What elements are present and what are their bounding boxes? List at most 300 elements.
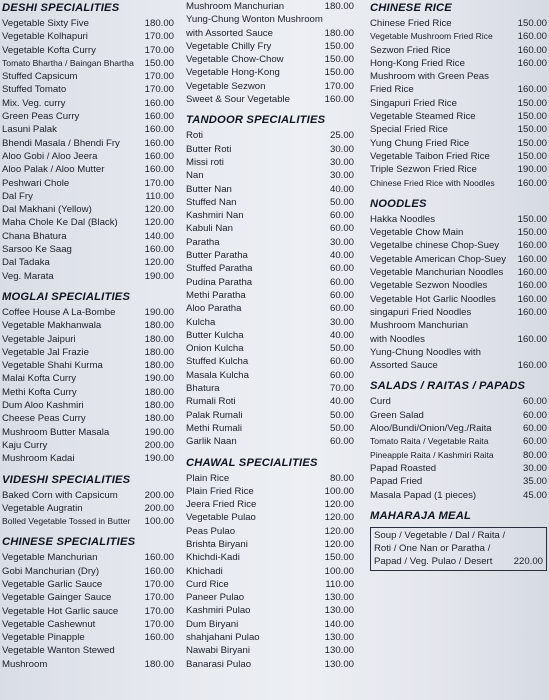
menu-item-price: 180.00 [144, 333, 174, 345]
menu-item-price: 170.00 [144, 31, 174, 43]
menu-item-price: 150.00 [517, 111, 547, 123]
menu-item-price: 190.00 [144, 453, 174, 465]
menu-item-price: 150.00 [517, 18, 547, 29]
menu-item-name: Banarasi Pulao [186, 658, 252, 670]
menu-item-price: 180.00 [144, 346, 174, 358]
menu-item [186, 289, 354, 302]
menu-item [186, 27, 354, 40]
menu-item-price: 100.00 [144, 516, 174, 528]
menu-item-name: Sweet & Sour Vegetable [186, 94, 291, 106]
menu-item-name: Lasuni Palak [2, 124, 57, 136]
menu-item [2, 359, 174, 372]
menu-item [186, 631, 354, 644]
menu-item-price: 50.00 [329, 343, 354, 355]
menu-item [2, 333, 174, 346]
menu-item-price: 170.00 [144, 71, 174, 83]
menu-item-price: 40.00 [329, 250, 354, 262]
menu-item-price: 120.00 [324, 538, 354, 550]
menu-item-name: Vegetable Chow Main [370, 227, 464, 239]
menu-item-price: 180.00 [144, 386, 174, 398]
menu-item-name: Green Salad [370, 409, 424, 421]
section-title-noodles: NOODLES [370, 197, 427, 210]
menu-item [186, 591, 354, 604]
menu-item-name: Methi Rumali [186, 422, 242, 434]
menu-item-price: 140.00 [324, 618, 354, 630]
menu-item [370, 409, 547, 422]
menu-item-name: Dum Aloo Kashmiri [2, 400, 84, 412]
menu-item-name: Hong-Kong Fried Rice [370, 57, 465, 69]
menu-item-name: Vegetable Sezwon [186, 80, 266, 92]
menu-item [2, 30, 174, 43]
menu-item [370, 489, 547, 502]
menu-item [370, 253, 547, 266]
menu-item-price: 190.00 [517, 164, 547, 176]
menu-item-name: Vegetable Chow-Chow [186, 54, 284, 66]
menu-item-name: Sarsoo Ke Saag [2, 244, 72, 256]
menu-item-price: 160.00 [517, 267, 547, 279]
menu-item [370, 293, 547, 306]
menu-item-price: 40.00 [329, 396, 354, 408]
menu-item-name: Mushroom Manchurian [186, 1, 285, 12]
menu-item-price: 160.00 [517, 44, 547, 56]
menu-item [186, 209, 354, 222]
menu-item-price: 160.00 [517, 360, 547, 372]
menu-item-name: Vegetable Wanton Stewed [2, 645, 115, 657]
menu-item [186, 183, 354, 196]
menu-item-name: Dal Fry [2, 190, 33, 202]
menu-item-price: 160.00 [144, 565, 174, 577]
menu-item-price: 130.00 [324, 645, 354, 657]
menu-item-price: 50.00 [329, 409, 354, 421]
menu-item-name: Rumali Roti [186, 396, 236, 408]
menu-item-name: Bhendi Masala / Bhendi Fry [2, 137, 120, 149]
menu-item [2, 256, 174, 269]
menu-item-name: Paratha [186, 236, 220, 248]
menu-item-price: 170.00 [144, 605, 174, 617]
menu-item-price: 170.00 [144, 592, 174, 604]
menu-item [186, 143, 354, 156]
menu-item [370, 44, 547, 57]
menu-item-price: 150.00 [324, 67, 354, 79]
menu-item-price: 150.00 [517, 213, 547, 225]
menu-item-price: 160.00 [144, 552, 174, 564]
section-title-maharaja: MAHARAJA MEAL [370, 509, 472, 522]
menu-item-price: 80.00 [329, 472, 354, 484]
menu-item [186, 222, 354, 235]
menu-item-name: Onion Kulcha [186, 343, 244, 355]
menu-item-price: 40.00 [329, 329, 354, 341]
menu-item-name: Vegetable Sixty Five [2, 18, 89, 29]
menu-item-name: Yung Chung Fried Rice [370, 137, 470, 149]
menu-item-name: Kashmiri Pulao [186, 605, 251, 617]
menu-item-price: 60.00 [522, 436, 547, 448]
menu-item-name: Vegetable Makhanwala [2, 320, 102, 332]
menu-item-price: 160.00 [144, 137, 174, 149]
menu-item [2, 489, 174, 502]
menu-item-price: 60.00 [329, 303, 354, 315]
menu-item [2, 578, 174, 591]
menu-item-name: Vegetable Mushroom Fried Rice [370, 31, 493, 42]
menu-item-name: Vegetable American Chop-Suey [370, 253, 506, 265]
menu-item-price: 160.00 [144, 244, 174, 256]
menu-item [2, 83, 174, 96]
menu-item [186, 578, 354, 591]
menu-item-name: Mushroom with Green Peas [370, 71, 489, 83]
menu-item-name: Papad Fried [370, 476, 423, 488]
menu-item-price: 180.00 [144, 18, 174, 29]
menu-item-price: 120.00 [144, 257, 174, 269]
menu-item [370, 137, 547, 150]
menu-item [186, 156, 354, 169]
menu-item-price: 60.00 [329, 263, 354, 275]
menu-item-price: 160.00 [144, 164, 174, 176]
menu-item [2, 230, 174, 243]
menu-item [186, 129, 354, 142]
menu-item-price: 30.00 [522, 462, 547, 474]
menu-item-price: 160.00 [144, 97, 174, 109]
menu-item-price: 120.00 [144, 217, 174, 229]
menu-item-price: 110.00 [325, 578, 354, 590]
menu-item-price: 80.00 [522, 449, 547, 461]
menu-item [2, 658, 174, 671]
menu-item [186, 498, 354, 511]
menu-item-name: Vegetable Kolhapuri [2, 31, 88, 43]
menu-item-name: Vegetable Manchurian Noodles [370, 267, 504, 279]
menu-item [2, 439, 174, 452]
menu-item [2, 551, 174, 564]
menu-item [2, 270, 174, 283]
menu-item [186, 382, 354, 395]
menu-item-name: Aloo Palak / Aloo Mutter [2, 164, 105, 176]
menu-item-name: Mushroom Manchurian [370, 320, 469, 332]
menu-item-name: Nawabi Biryani [186, 645, 250, 657]
menu-item-name: Special Fried Rice [370, 124, 448, 136]
menu-item-name: Kashmiri Nan [186, 210, 244, 222]
menu-item-price: 160.00 [517, 84, 547, 96]
menu-item-name: Missi roti [186, 156, 224, 168]
menu-item-price: 60.00 [329, 223, 354, 235]
menu-item-price: 160.00 [144, 111, 174, 123]
menu-item [186, 0, 354, 13]
menu-item-name: Brishta Biryani [186, 538, 248, 550]
menu-item-name: Khichdi-Kadi [186, 552, 240, 564]
menu-item [186, 249, 354, 262]
menu-item-name: Vegetable Garlic Sauce [2, 578, 103, 590]
menu-item-name: Aloo Gobi / Aloo Jeera [2, 150, 98, 162]
menu-item [186, 422, 354, 435]
menu-item-name: with Assorted Sauce [186, 27, 273, 39]
menu-item-price: 150.00 [517, 97, 547, 109]
section-chawal [186, 472, 354, 671]
menu-item [2, 346, 174, 359]
menu-item [2, 591, 174, 604]
menu-item-price: 150.00 [517, 227, 547, 239]
menu-item-name: Tomato Raita / Vegetable Raita [370, 436, 489, 447]
menu-item [2, 123, 174, 136]
menu-item-name: Vegetable Sezwon Noodles [370, 280, 488, 292]
menu-item [370, 462, 547, 475]
menu-item-name: Cheese Peas Curry [2, 413, 86, 425]
menu-item-price: 170.00 [144, 578, 174, 590]
menu-item-name: Triple Sezwon Fried Rice [370, 164, 477, 176]
menu-item-name: Vegetable Cashewnut [2, 618, 96, 630]
menu-item-price: 45.00 [522, 489, 547, 501]
menu-item-price: 200.00 [144, 439, 174, 451]
menu-item [2, 386, 174, 399]
menu-item-price: 200.00 [144, 489, 174, 501]
menu-item-price: 180.00 [144, 360, 174, 372]
menu-item-name: Vegetable Augratin [2, 502, 83, 514]
menu-item [186, 538, 354, 551]
menu-item-name: Pineapple Raita / Kashmiri Raita [370, 449, 494, 460]
menu-item [2, 605, 174, 618]
menu-item [370, 239, 547, 252]
menu-item-name: Mushroom [2, 658, 48, 670]
menu-item-price: 160.00 [517, 306, 547, 318]
menu-item-name: Stuffed Tomato [2, 84, 67, 96]
section-title-salads: SALADS / RAITAS / PAPADS [370, 380, 526, 393]
section-title-chinese-rice: CHINESE RICE [370, 2, 452, 14]
menu-item-price: 170.00 [144, 84, 174, 96]
menu-item-name: shahjahani Pulao [186, 632, 260, 644]
menu-item-price: 190.00 [144, 373, 174, 385]
menu-item-name: Jeera Fried Rice [186, 499, 257, 511]
menu-item [370, 333, 547, 346]
maharaja-meal-box [370, 527, 547, 571]
menu-item-name: Dal Tadaka [2, 257, 50, 269]
menu-item [2, 177, 174, 190]
menu-item [186, 604, 354, 617]
menu-column-1 [2, 0, 174, 671]
menu-item-price: 150.00 [324, 552, 354, 564]
menu-item-name: Methi Paratha [186, 289, 246, 301]
menu-item-price: 160.00 [144, 150, 174, 162]
menu-item [186, 525, 354, 538]
menu-item [370, 395, 547, 408]
menu-item-name: Garlik Naan [186, 436, 237, 448]
menu-item [2, 70, 174, 83]
menu-item [2, 565, 174, 578]
section-title-moglai: MOGLAI SPECIALITIES [2, 290, 131, 303]
menu-item [186, 66, 354, 79]
menu-item [2, 44, 174, 57]
menu-item-name: Dum Biryani [186, 618, 239, 630]
menu-item-price: 190.00 [144, 306, 174, 318]
menu-item-price: 130.00 [324, 605, 354, 617]
menu-item-name: Malai Kofta Curry [2, 373, 77, 385]
menu-item-name: Vegetable Shahi Kurma [2, 360, 103, 372]
menu-item [186, 435, 354, 448]
menu-item-price: 160.00 [517, 177, 547, 189]
menu-item [186, 236, 354, 249]
menu-item-name: Nan [186, 170, 204, 182]
menu-item-name: Bhatura [186, 383, 220, 395]
menu-item-name: Aloo/Bundi/Onion/Veg./Raita [370, 423, 492, 435]
menu-item [370, 346, 547, 359]
menu-column-3 [370, 0, 547, 571]
menu-item-price: 170.00 [144, 177, 174, 189]
menu-item-price: 35.00 [522, 476, 547, 488]
menu-item-price: 110.00 [145, 190, 174, 202]
menu-item-price: 120.00 [144, 204, 174, 216]
menu-item-name: Assorted Sauce [370, 360, 438, 372]
menu-item-price: 50.00 [329, 196, 354, 208]
menu-item [370, 17, 547, 30]
menu-item-name: Palak Rumali [186, 409, 243, 421]
menu-item [2, 306, 174, 319]
section-deshi [2, 17, 174, 283]
menu-item-name: Chana Bhatura [2, 230, 67, 242]
menu-item-price: 60.00 [522, 396, 547, 408]
menu-item-name: Fried Rice [370, 84, 414, 96]
menu-item [186, 316, 354, 329]
menu-item-name: Pudina Paratha [186, 276, 253, 288]
menu-item [2, 150, 174, 163]
menu-item [186, 302, 354, 315]
menu-item-price: 160.00 [517, 57, 547, 69]
menu-item [186, 342, 354, 355]
menu-item-price: 160.00 [517, 31, 547, 43]
menu-item [186, 40, 354, 53]
menu-item-name: Masala Papad (1 pieces) [370, 489, 477, 501]
menu-item-name: Mushroom Kadai [2, 453, 75, 465]
menu-item-name: Curd [370, 396, 391, 408]
menu-item-price: 180.00 [324, 27, 354, 39]
menu-item-price: 170.00 [324, 80, 354, 92]
menu-item [370, 279, 547, 292]
menu-item-name: Dal Makhani (Yellow) [2, 204, 92, 216]
menu-item [370, 226, 547, 239]
menu-item [186, 472, 354, 485]
menu-item-price: 30.00 [329, 170, 354, 182]
menu-item-name: Vegetable Chilly Fry [186, 40, 272, 52]
menu-item-price: 180.00 [144, 400, 174, 412]
menu-item [2, 372, 174, 385]
menu-item [370, 110, 547, 123]
menu-item [370, 266, 547, 279]
menu-item-price: 60.00 [329, 436, 354, 448]
menu-item [2, 243, 174, 256]
menu-item [2, 137, 174, 150]
menu-item-name: Yung-Chung Noodles with [370, 346, 481, 358]
menu-item [2, 57, 174, 70]
menu-item-price: 120.00 [324, 525, 354, 537]
menu-item [186, 511, 354, 524]
menu-item [186, 644, 354, 657]
section-tandoor [186, 129, 354, 448]
menu-item-name: Vegetable Manchurian [2, 552, 98, 564]
menu-item [370, 70, 547, 83]
menu-item-name: Bolled Vegetable Tossed in Butter [2, 516, 131, 527]
section-chinese-continued [186, 0, 354, 106]
menu-item [370, 435, 547, 448]
menu-item [370, 57, 547, 70]
menu-item-name: Aloo Paratha [186, 303, 242, 315]
menu-item [370, 123, 547, 136]
menu-item-name: Coffee House A La-Bombe [2, 306, 116, 318]
menu-item-name: Baked Corn with Capsicum [2, 489, 118, 501]
menu-item-name: Butter Paratha [186, 250, 248, 262]
menu-item-price: 60.00 [329, 369, 354, 381]
menu-item [370, 422, 547, 435]
menu-item-price: 120.00 [324, 499, 354, 511]
menu-item [186, 276, 354, 289]
menu-item-price: 160.00 [517, 253, 547, 265]
menu-item-name: Chinese Fried Rice with Noodles [370, 177, 495, 188]
menu-item [186, 355, 354, 368]
menu-item-name: with Noodles [370, 333, 425, 345]
menu-item-price: 60.00 [329, 210, 354, 222]
menu-item-price: 160.00 [324, 94, 354, 106]
menu-item-price: 100.00 [324, 565, 354, 577]
menu-item-name: Vegetalbe chinese Chop-Suey [370, 240, 500, 252]
menu-item-name: Chinese Fried Rice [370, 18, 452, 29]
menu-item-name: Peshwari Chole [2, 177, 70, 189]
menu-item [2, 502, 174, 515]
menu-item-name: Kaju Curry [2, 439, 48, 451]
menu-item-price: 70.00 [329, 383, 354, 395]
menu-item-price: 170.00 [144, 44, 174, 56]
menu-item [186, 658, 354, 671]
menu-item-price: 100.00 [324, 485, 354, 497]
menu-item-name: Singapuri Fried Rice [370, 97, 457, 109]
menu-column-2 [186, 0, 354, 671]
menu-item-price: 190.00 [144, 426, 174, 438]
menu-item-name: Paneer Pulao [186, 592, 245, 604]
menu-item [370, 97, 547, 110]
section-title-videshi: VIDESHI SPECIALITIES [2, 473, 131, 486]
menu-item [186, 80, 354, 93]
menu-item-name: Kulcha [186, 316, 216, 328]
menu-item-price: 150.00 [144, 57, 174, 69]
menu-item-price: 60.00 [329, 289, 354, 301]
menu-item-price: 140.00 [144, 230, 174, 242]
menu-item [2, 163, 174, 176]
menu-item-name: Peas Pulao [186, 525, 236, 537]
menu-item [2, 190, 174, 203]
menu-item-price: 60.00 [329, 356, 354, 368]
menu-item-price: 170.00 [144, 618, 174, 630]
menu-item-price: 150.00 [324, 40, 354, 52]
menu-item-name: Vegetable Jaipuri [2, 333, 76, 345]
menu-item [370, 163, 547, 176]
menu-item-price: 200.00 [144, 502, 174, 514]
menu-item [2, 618, 174, 631]
menu-item-price: 180.00 [144, 658, 174, 670]
menu-item [2, 631, 174, 644]
menu-item-name: Vegetable Hong-Kong [186, 67, 280, 79]
section-title-deshi: DESHI SPECIALITIES [2, 2, 120, 14]
menu-item [370, 213, 547, 226]
menu-item-name: Stuffed Paratha [186, 263, 253, 275]
menu-item [2, 97, 174, 110]
menu-item [186, 565, 354, 578]
menu-item-name: Vegetable Hot Garlic Noodles [370, 293, 496, 305]
menu-item-price: 50.00 [329, 422, 354, 434]
menu-item [186, 93, 354, 106]
menu-item-price: 150.00 [517, 137, 547, 149]
menu-item-price: 180.00 [324, 1, 354, 12]
section-salads [370, 395, 547, 501]
menu-item-name: Plain Rice [186, 472, 230, 484]
menu-item [2, 17, 174, 30]
menu-item-price: 160.00 [144, 124, 174, 136]
menu-item [370, 150, 547, 163]
menu-item [370, 475, 547, 488]
menu-item [186, 13, 354, 26]
menu-item-price: 30.00 [329, 143, 354, 155]
menu-item [186, 485, 354, 498]
